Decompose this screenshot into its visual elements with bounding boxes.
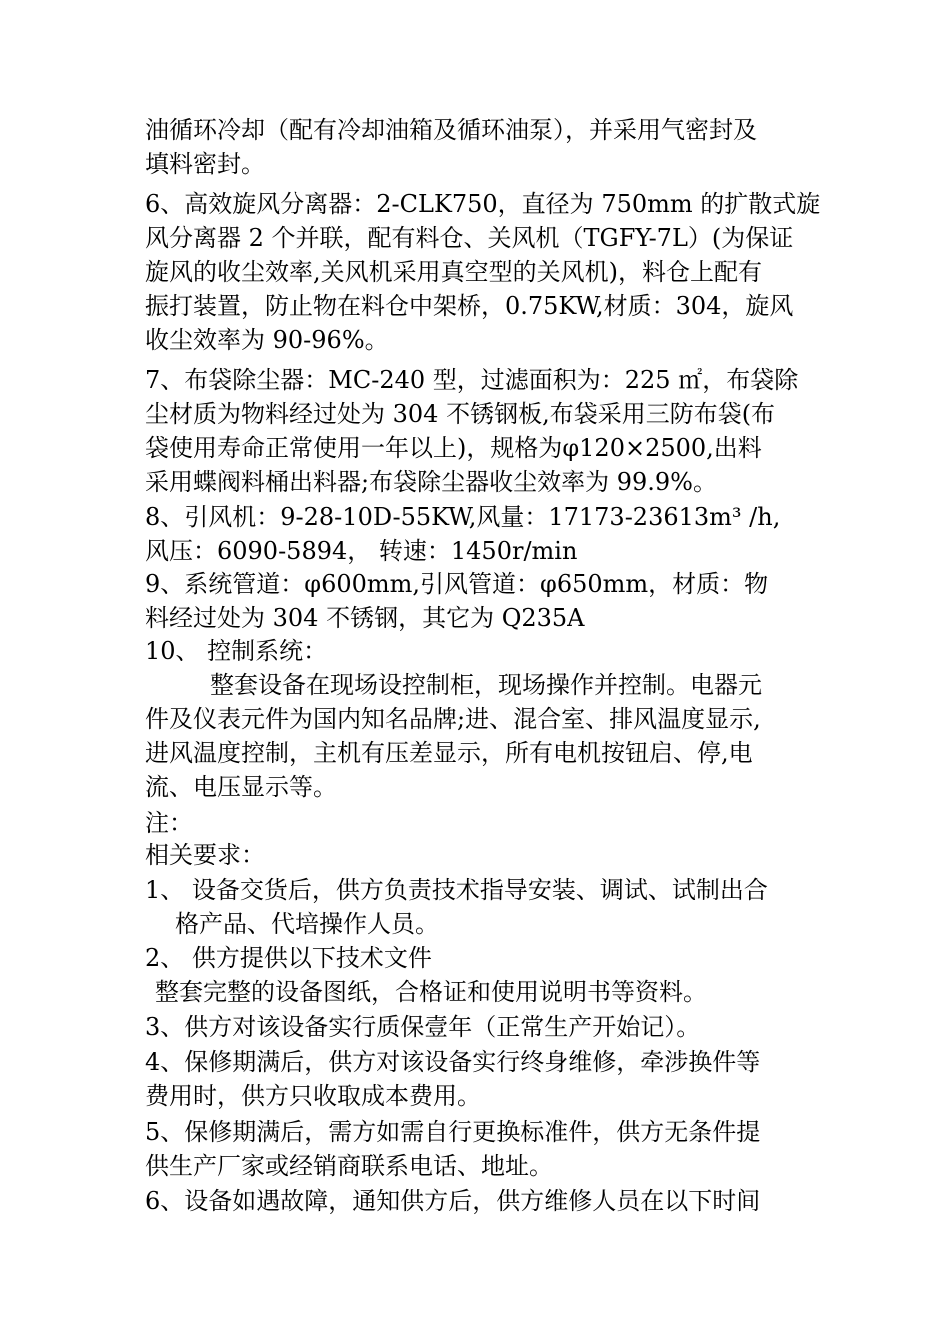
text-line: 6、高效旋风分离器：2-CLK750，直径为 750mm 的扩散式旋: [145, 190, 821, 218]
text-line: 供生产厂家或经销商联系电话、地址。: [145, 1152, 553, 1180]
text-line: 9、系统管道：φ600mm,引风管道：φ650mm，材质：物: [145, 570, 769, 598]
text-line: 10、 控制系统：: [145, 637, 328, 665]
text-line: 相关要求：: [145, 841, 265, 869]
text-line: 注：: [145, 809, 193, 837]
text-line: 袋使用寿命正常使用一年以上)，规格为φ120×2500,出料: [145, 434, 762, 462]
text-line: 收尘效率为 90-96%。: [145, 326, 389, 354]
text-line: 费用时，供方只收取成本费用。: [145, 1082, 481, 1110]
text-line: 整套完整的设备图纸，合格证和使用说明书等资料。: [155, 978, 707, 1006]
text-line: 料经过处为 304 不锈钢，其它为 Q235A: [145, 604, 585, 632]
text-line: 7、布袋除尘器：MC-240 型，过滤面积为：225 ㎡，布袋除: [145, 366, 799, 394]
text-line: 旋风的收尘效率,关风机采用真空型的关风机)，料仓上配有: [145, 258, 762, 286]
text-line: 填料密封。: [145, 150, 265, 178]
text-line: 1、 设备交货后，供方负责技术指导安装、调试、试制出合: [145, 876, 768, 904]
text-line: 进风温度控制，主机有压差显示，所有电机按钮启、停,电: [145, 739, 753, 767]
text-line: 风分离器 2 个并联，配有料仓、关风机（TGFY-7L）(为保证: [145, 224, 794, 252]
text-line: 格产品、代培操作人员。: [175, 910, 439, 938]
text-line: 6、设备如遇故障，通知供方后，供方维修人员在以下时间: [145, 1187, 761, 1215]
text-line: 风压：6090-5894， 转速：1450r/min: [145, 537, 578, 565]
text-line: 5、保修期满后，需方如需自行更换标准件，供方无条件提: [145, 1118, 761, 1146]
text-line: 8、引风机：9-28-10D-55KW,风量：17173-23613m³ /h,: [145, 503, 781, 531]
text-line: 件及仪表元件为国内知名品牌;进、混合室、排风温度显示,: [145, 705, 761, 733]
text-line: 3、供方对该设备实行质保壹年（正常生产开始记）。: [145, 1013, 701, 1041]
text-line: 采用蝶阀料桶出料器;布袋除尘器收尘效率为 99.9%。: [145, 468, 717, 496]
text-line: 流、电压显示等。: [145, 773, 337, 801]
text-line: 整套设备在现场设控制柜，现场操作并控制。电器元: [210, 671, 762, 699]
text-line: 尘材质为物料经过处为 304 不锈钢板,布袋采用三防布袋(布: [145, 400, 776, 428]
text-line: 2、 供方提供以下技术文件: [145, 944, 432, 972]
text-line: 振打装置，防止物在料仓中架桥，0.75KW,材质：304，旋风: [145, 292, 794, 320]
text-line: 4、保修期满后，供方对该设备实行终身维修，牵涉换件等: [145, 1048, 761, 1076]
text-line: 油循环冷却（配有冷却油箱及循环油泵），并采用气密封及: [145, 116, 757, 144]
